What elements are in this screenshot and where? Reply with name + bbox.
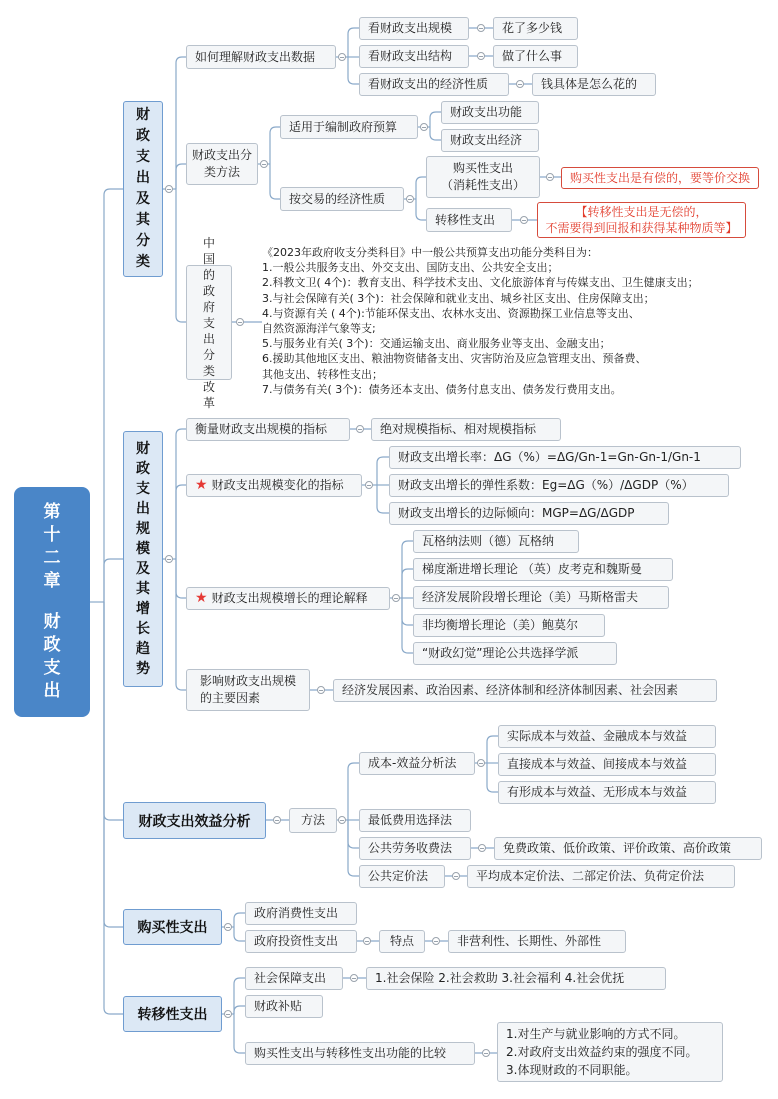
char: 增 xyxy=(136,601,150,617)
collapse-toggle-icon[interactable] xyxy=(432,937,440,945)
reform-line: 3.与社会保障有关( 3个)：社会保障和就业支出、城乡社区支出、住房保障支出； xyxy=(262,291,655,305)
section-title-vertical xyxy=(136,439,150,679)
connector xyxy=(430,112,441,127)
node-label: 瓦格纳法则（德）瓦格纳 xyxy=(422,534,555,548)
collapse-toggle-icon[interactable] xyxy=(516,80,524,88)
char: 政 xyxy=(136,128,150,144)
connector xyxy=(348,57,359,84)
connector xyxy=(348,820,359,848)
collapse-toggle-icon[interactable] xyxy=(546,173,554,181)
node-label: 按交易的经济性质 xyxy=(289,191,386,206)
root-label xyxy=(44,501,61,703)
reform-line: 5.与服务业有关( 3个)：交通运输支出、商业服务业等支出、金融支出； xyxy=(262,337,611,351)
section-title-vertical xyxy=(136,105,150,273)
node-cost-benefit[interactable] xyxy=(359,752,475,775)
node-label-line: 影响财政支出规模 xyxy=(199,674,296,688)
note-comparison-points[interactable] xyxy=(497,1022,723,1082)
collapse-toggle-icon[interactable] xyxy=(482,1049,490,1057)
note-social-security[interactable] xyxy=(366,967,666,990)
char: 国 xyxy=(202,251,215,266)
node-scale-change-indicator[interactable] xyxy=(186,474,362,497)
char: 规 xyxy=(136,521,150,537)
char: 的 xyxy=(202,267,215,282)
connector xyxy=(234,927,245,941)
note-line: 【转移性支出是无偿的， xyxy=(575,205,708,219)
char: 出 xyxy=(202,331,215,346)
char: 出 xyxy=(136,170,150,186)
node-economic[interactable] xyxy=(441,129,539,152)
node-label: 转移性支出 xyxy=(435,212,496,227)
collapse-toggle-icon[interactable] xyxy=(477,759,485,767)
connector xyxy=(104,559,123,602)
char: 其 xyxy=(136,581,150,597)
node-label: 政府投资性支出 xyxy=(254,934,339,948)
collapse-toggle-icon[interactable] xyxy=(477,52,485,60)
char: 支 xyxy=(136,481,150,497)
note-text: 1.社会保险 2.社会救助 3.社会福利 4.社会优抚 xyxy=(375,971,625,985)
node-peacock-wiseman[interactable] xyxy=(413,558,673,581)
reform-line: 4.与资源有关 ( 4个):节能环保支出、农林水支出、资源勘探工业信息等支出、 xyxy=(262,306,640,320)
node-label: 非均衡增长理论（美）鲍莫尔 xyxy=(422,618,579,632)
note-line: 1.对生产与就业影响的方式不同。 xyxy=(506,1027,686,1041)
note-text: 免费政策、低价政策、评价政策、高价政策 xyxy=(503,841,732,855)
char: 财 xyxy=(43,612,61,632)
char: 十 xyxy=(43,525,61,545)
section-scale-growth[interactable] xyxy=(123,431,163,687)
reform-line: 其他支出、转移性支出； xyxy=(262,367,383,381)
node-label: 财政支出功能 xyxy=(450,105,523,119)
node-label: 如何理解财政支出数据 xyxy=(195,49,316,64)
connector xyxy=(234,1014,245,1053)
note-text: 购买性支出是有偿的，要等价交换 xyxy=(569,171,750,185)
collapse-toggle-icon[interactable] xyxy=(406,195,414,203)
connector xyxy=(377,485,389,513)
char: 出 xyxy=(136,501,150,517)
connector xyxy=(402,598,413,625)
note-features[interactable] xyxy=(448,930,626,953)
char: 中 xyxy=(202,235,215,250)
collapse-toggle-icon[interactable] xyxy=(260,160,268,168)
connector xyxy=(234,978,245,1014)
collapse-toggle-icon[interactable] xyxy=(224,1010,232,1018)
connector xyxy=(270,164,280,199)
collapse-toggle-icon[interactable] xyxy=(236,318,244,326)
char: 支 xyxy=(43,658,61,678)
collapse-toggle-icon[interactable] xyxy=(356,425,364,433)
section-title: 财政支出效益分析 xyxy=(138,813,251,830)
collapse-toggle-icon[interactable] xyxy=(420,123,428,131)
section-title: 购买性支出 xyxy=(137,920,208,936)
collapse-toggle-icon[interactable] xyxy=(452,872,460,880)
char: 出 xyxy=(43,681,61,701)
node-least-cost[interactable] xyxy=(359,809,471,832)
note-factors[interactable] xyxy=(333,679,717,702)
node-label-vertical xyxy=(203,235,215,411)
note-how-spent[interactable] xyxy=(532,73,656,96)
char: 趋 xyxy=(136,641,150,657)
char: 长 xyxy=(136,621,150,637)
note-how-much[interactable] xyxy=(493,17,578,40)
node-label: 公共定价法 xyxy=(368,869,429,883)
connector xyxy=(104,189,123,602)
node-tangible-intangible[interactable] xyxy=(498,781,716,804)
connector xyxy=(487,763,498,792)
node-influencing-factors[interactable] xyxy=(186,669,310,711)
connector xyxy=(348,28,359,57)
node-label: 有形成本与效益、无形成本与效益 xyxy=(507,785,688,799)
note-pricing-methods[interactable] xyxy=(467,865,735,888)
node-label: 财政支出增长的边际倾向：MGP=ΔG/ΔGDP xyxy=(398,506,635,520)
node-understand-data[interactable] xyxy=(186,45,336,69)
node-elasticity[interactable] xyxy=(389,474,729,497)
node-label: 衡量财政支出规模的指标 xyxy=(195,422,328,436)
node-label: 成本-效益分析法 xyxy=(368,756,457,770)
node-label: 财政支出增长的弹性系数：Eg=ΔG（%）/ΔGDP（%） xyxy=(398,478,694,492)
connector xyxy=(176,429,186,559)
section-benefit-analysis[interactable] xyxy=(123,802,266,839)
collapse-toggle-icon[interactable] xyxy=(477,24,485,32)
note-line: 2.对政府支出效益约束的强度不同。 xyxy=(506,1045,698,1059)
node-label: 看财政支出的经济性质 xyxy=(368,77,489,91)
node-wagner[interactable] xyxy=(413,530,579,553)
node-label: “财政幻觉”理论公共选择学派 xyxy=(422,646,579,660)
connector xyxy=(176,559,186,690)
reform-line: 6.援助其他地区支出、粮油物资储备支出、灾害防治及应急管理支出、预备费、 xyxy=(262,352,647,366)
node-label-line: 财政支出分类方法 xyxy=(191,148,252,179)
connector xyxy=(270,127,280,164)
node-label: 财政补贴 xyxy=(254,999,303,1013)
connector xyxy=(234,913,245,927)
node-marginal-propensity[interactable] xyxy=(389,502,669,525)
collapse-toggle-icon[interactable] xyxy=(478,844,486,852)
note-absolute-relative[interactable] xyxy=(371,418,561,441)
node-china-reform[interactable] xyxy=(186,235,232,410)
note-line: 3.体现财政的不同职能。 xyxy=(506,1063,638,1077)
char: 支 xyxy=(136,149,150,165)
connector xyxy=(416,199,426,220)
node-scale[interactable] xyxy=(359,17,469,40)
connector xyxy=(176,57,186,189)
star-icon: ★ xyxy=(195,590,208,606)
char: 模 xyxy=(136,541,150,557)
node-label: 公共劳务收费法 xyxy=(368,841,453,855)
collapse-toggle-icon[interactable] xyxy=(520,216,528,224)
node-label: 看财政支出结构 xyxy=(368,49,453,63)
collapse-toggle-icon[interactable] xyxy=(224,923,232,931)
node-function[interactable] xyxy=(441,101,539,124)
node-label: 财政支出规模增长的理论解释 xyxy=(211,591,368,605)
connector xyxy=(377,457,389,485)
char: 势 xyxy=(136,661,150,677)
node-label: 实际成本与效益、金融成本与效益 xyxy=(507,729,688,743)
note-fee-policies[interactable] xyxy=(494,837,762,860)
connector xyxy=(234,1006,245,1014)
reform-line: 7.与债务有关( 3个)：债务还本支出、债务付息支出、债务发行费用支出。 xyxy=(262,382,622,396)
node-subsidy[interactable] xyxy=(245,995,323,1018)
node-economic-nature[interactable] xyxy=(359,73,509,96)
collapse-toggle-icon[interactable] xyxy=(392,594,400,602)
node-classification-method[interactable] xyxy=(186,143,258,185)
note-text: 钱具体是怎么花的 xyxy=(541,77,638,91)
char: 分 xyxy=(136,233,150,249)
node-label: 梯度渐进增长理论 （英）皮考克和魏斯曼 xyxy=(422,562,642,576)
char: 类 xyxy=(202,363,215,378)
char: 财 xyxy=(136,441,150,457)
char: 类 xyxy=(136,254,150,270)
note-line: 不需要得到回报和获得某种物质等】 xyxy=(545,221,738,235)
node-real-financial[interactable] xyxy=(498,725,716,748)
star-icon: ★ xyxy=(195,477,208,493)
node-musgrave[interactable] xyxy=(413,586,669,609)
section-purchase-expenditure[interactable] xyxy=(123,909,222,945)
section-expenditure-classification[interactable] xyxy=(123,101,163,277)
connector xyxy=(402,569,413,598)
node-label: 购买性支出与转移性支出功能的比较 xyxy=(254,1046,447,1060)
note-what-done[interactable] xyxy=(493,45,578,68)
note-text: 花了多少钱 xyxy=(502,21,563,35)
node-label: 财政支出经济 xyxy=(450,133,523,147)
char: 及 xyxy=(136,561,150,577)
collapse-toggle-icon[interactable] xyxy=(317,686,325,694)
node-public-service-fee[interactable] xyxy=(359,837,471,860)
connector xyxy=(176,559,186,598)
reform-text-block xyxy=(262,245,699,397)
node-label: 经济发展阶段增长理论（美）马斯格雷夫 xyxy=(422,590,639,604)
node-label: 看财政支出规模 xyxy=(368,21,453,35)
node-label: 社会保障支出 xyxy=(254,971,327,985)
connector xyxy=(176,164,186,189)
reform-line: 2.科教文卫( 4个)：教育支出、科学技术支出、文化旅游体育与传媒支出、卫生健康支出； xyxy=(262,276,699,290)
node-growth-theory[interactable] xyxy=(186,587,390,610)
note-text: 绝对规模指标、相对规模指标 xyxy=(380,422,537,436)
node-fiscal-illusion[interactable] xyxy=(413,642,617,665)
connector xyxy=(348,763,359,820)
node-purchase-expenditure[interactable] xyxy=(426,156,540,198)
node-growth-rate[interactable] xyxy=(389,446,741,469)
root-topic[interactable] xyxy=(14,487,90,717)
note-text: 平均成本定价法、二部定价法、负荷定价法 xyxy=(476,869,705,883)
node-label-line: 的主要因素 xyxy=(199,691,260,705)
connector xyxy=(104,602,123,1014)
connector xyxy=(416,177,426,199)
collapse-toggle-icon[interactable] xyxy=(165,185,173,193)
node-method[interactable] xyxy=(289,808,337,833)
node-by-transaction[interactable] xyxy=(280,187,404,211)
char: 支 xyxy=(202,315,215,330)
collapse-toggle-icon[interactable] xyxy=(165,555,173,563)
note-text: 经济发展因素、政治因素、经济体制和经济体制因素、社会因素 xyxy=(342,683,679,697)
char: 分 xyxy=(202,347,215,362)
collapse-toggle-icon[interactable] xyxy=(338,816,346,824)
char: 财 xyxy=(136,107,150,123)
char: 及 xyxy=(136,191,150,207)
node-label: 最低费用选择法 xyxy=(368,813,453,827)
connector xyxy=(487,736,498,763)
node-label: 直接成本与效益、间接成本与效益 xyxy=(507,757,688,771)
char: 章 xyxy=(43,571,61,591)
node-social-security[interactable] xyxy=(245,967,343,990)
char: 政 xyxy=(202,283,215,298)
node-measure-scale[interactable] xyxy=(186,418,350,441)
section-transfer-expenditure[interactable] xyxy=(123,996,222,1032)
connector xyxy=(104,602,123,927)
connector xyxy=(176,485,186,559)
connector xyxy=(104,602,123,820)
reform-line: 《2023年政府收支分类科目》中一般公共预算支出功能分类科目为： xyxy=(262,246,598,259)
note-text: 非营利性、长期性、外部性 xyxy=(457,934,602,948)
node-label-line: 购买性支出 xyxy=(452,161,513,175)
connector xyxy=(176,189,186,322)
node-label: 财政支出规模变化的指标 xyxy=(211,478,344,492)
node-structure[interactable] xyxy=(359,45,469,68)
node-features[interactable] xyxy=(379,930,425,953)
reform-line: 自然资源海洋气象等支; xyxy=(262,322,376,336)
section-title: 转移性支出 xyxy=(137,1007,208,1023)
char: 改 xyxy=(202,379,215,394)
collapse-toggle-icon[interactable] xyxy=(273,816,281,824)
note-text: 做了什么事 xyxy=(502,49,563,63)
node-function-comparison[interactable] xyxy=(245,1042,475,1065)
char: 政 xyxy=(43,635,61,655)
node-label-line: （消耗性支出） xyxy=(440,178,525,192)
char: 第 xyxy=(43,502,61,522)
collapse-toggle-icon[interactable] xyxy=(363,937,371,945)
reform-line: 1.一般公共服务支出、外交支出、国防支出、公共安全支出； xyxy=(262,261,559,275)
char: 革 xyxy=(202,395,215,410)
node-public-pricing[interactable] xyxy=(359,865,445,888)
node-baumol[interactable] xyxy=(413,614,605,637)
char: 政 xyxy=(136,461,150,477)
collapse-toggle-icon[interactable] xyxy=(350,974,358,982)
note-transfer-free[interactable] xyxy=(537,202,746,238)
char: 二 xyxy=(43,548,61,568)
node-label: 适用于编制政府预算 xyxy=(289,119,398,134)
collapse-toggle-icon[interactable] xyxy=(365,481,373,489)
note-purchase-paid[interactable] xyxy=(561,167,759,189)
node-transfer-expenditure[interactable] xyxy=(426,208,512,232)
char: 其 xyxy=(136,212,150,228)
node-label: 特点 xyxy=(389,934,414,948)
connector xyxy=(430,127,441,140)
node-investment[interactable] xyxy=(245,930,357,953)
node-direct-indirect[interactable] xyxy=(498,753,716,776)
char: 府 xyxy=(202,299,215,314)
node-label: 方法 xyxy=(300,813,325,827)
node-budget[interactable] xyxy=(280,115,418,139)
collapse-toggle-icon[interactable] xyxy=(338,53,346,61)
node-label: 财政支出增长率：ΔG（%）=ΔG/Gn-1=Gn-Gn-1/Gn-1 xyxy=(398,450,701,464)
node-label: 政府消费性支出 xyxy=(254,906,339,920)
node-consumption[interactable] xyxy=(245,902,357,925)
